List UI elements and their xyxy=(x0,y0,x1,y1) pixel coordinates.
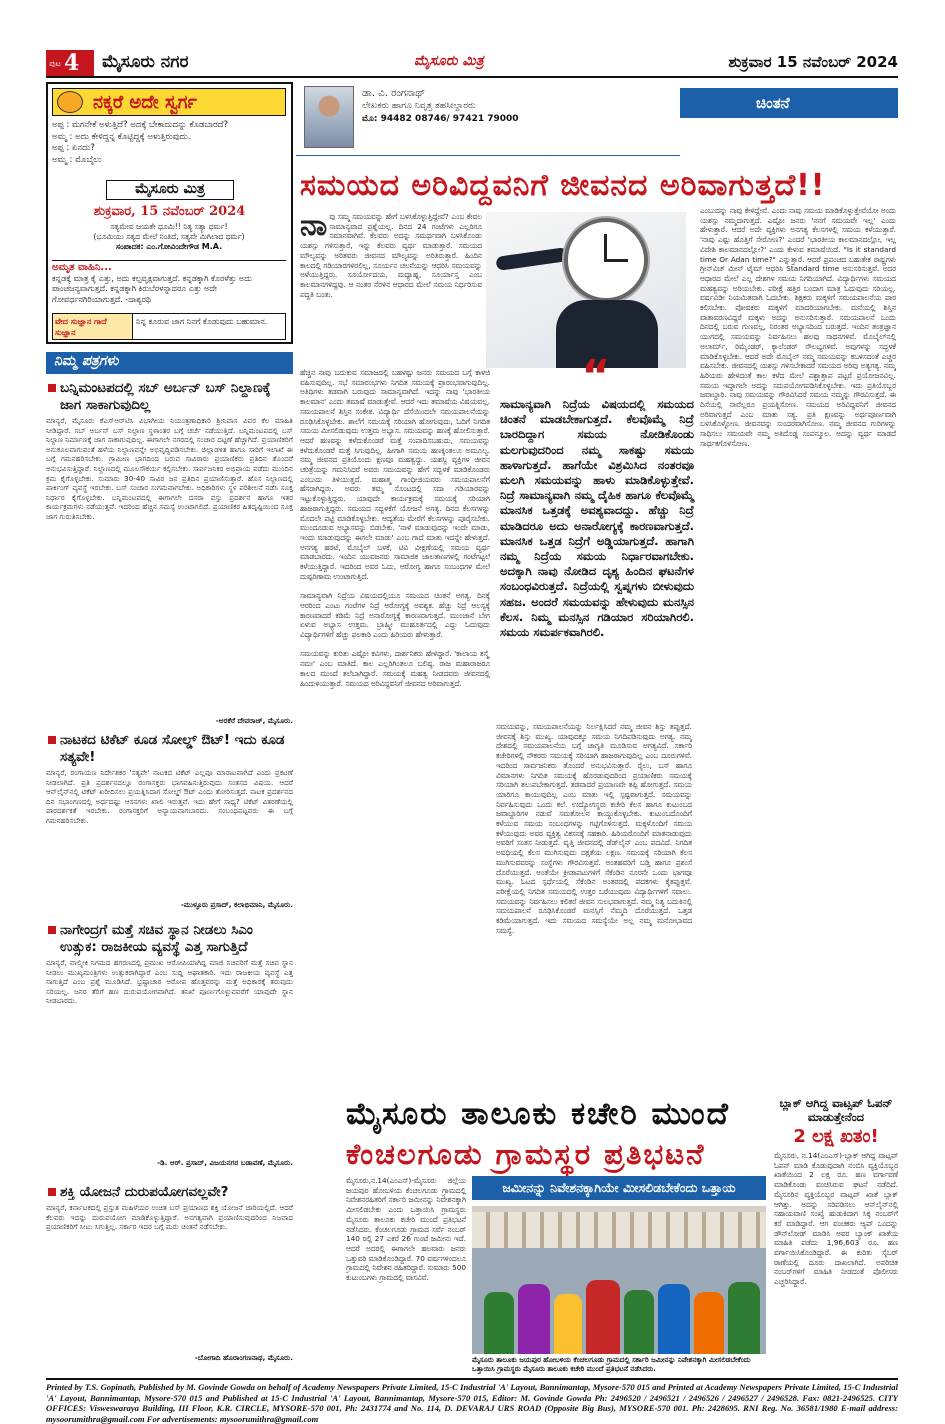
pull-quote-text: ಸಾಮಾನ್ಯವಾಗಿ ನಿದ್ರೆಯ ವಿಷಯದಲ್ಲಿ ಸಮಯದ ಚಿಂತನೆ ಮಾಡಬೇಕಾಗುತ್ತದೆ. ಕೆಲವೊಮ್ಮೆ ನಿದ್ರೆ ಬಾರದಿದ್ದಾಗ ಸಮಯ ನೋಡಿಕೊಂಡು ಮಲಗುವುದರಿಂದ ನಮ್ಮ ಸಾಕಷ್ಟು ಸಮಯ ಹಾಳಾಗುತ್ತದೆ. ಹಾಗೆಯೇ ವಿಶ್ರಮಿಸಿದ ನಂತರವೂ ಮಲಗಿ ಸಮಯವನ್ನು ಹಾಳು ಮಾಡಿಕೊಳ್ಳುತ್ತೇವೆ. ನಿದ್ರೆ ಸಾಮಾನ್ಯವಾಗಿ ನಮ್ಮ ದೈಹಿಕ ಹಾಗೂ ಕೆಲವೊಮ್ಮೆ ಮಾನಸಿಕ ಒತ್ತಡಕ್ಕೆ ಅವಶ್ಯವಾದದ್ದು. ಹೆಚ್ಚು ನಿದ್ರೆ ಮಾಡಿದರೂ ಅದು ಅನಾರೋಗ್ಯಕ್ಕೆ ಕಾರಣವಾಗುತ್ತದೆ. ಮಾನಸಿಕ ಒತ್ತಡ ನಿದ್ರೆಗೆ ಅಡ್ಡಿಯಾಗುತ್ತದೆ. ಹಾಗಾಗಿ ನಮ್ಮ ನಿದ್ರೆಯ ಸಮಯ ನಿರ್ಧಾರವಾಗಬೇಕು. ಅದಕ್ಕಾಗಿ ನಾವು ನೋಡಿದ ದೃಶ್ಯ ಹಿಂದಿನ ಘಟನೆಗಳ ಸಂಬಂಧವಿರುತ್ತದೆ. ನಿದ್ರೆಯಲ್ಲಿ ಸ್ವಪ್ನಗಳು ಬೀಳುವುದು ಸಹಜ. ಅಂದರೆ ಸಮಯವನ್ನು ಹೇಳುವುದು ಮನಸ್ಸಿನ ಕೆಲಸ. ನಿಮ್ಮ ಮನಸ್ಸಿನ ಗಡಿಯಾರ ಸರಿಯಾಗಿರಲಿ. ಸಮಯ ಸಮರ್ಪಕವಾಗಿರಲಿ. xyxy=(500,397,694,640)
protester xyxy=(586,1280,620,1354)
letter-body: ಮಾನ್ಯರೆ, ಕರ್ನಾಟಕದಲ್ಲಿ ಪ್ರಸ್ತುತ ಮಹಿಳೆಯರ ಉಚಿತ ಬಸ್ ಪ್ರಯಾಣದ ಶಕ್ತಿ ಯೋಜನೆ ಜಾರಿಯಲ್ಲಿದೆ. ಆದರೆ ಕೆಲವರು ಇದನ್ನು ದುರುಪಯೋಗ ಮಾಡಿಕೊಳ್ಳುತ್ತಿದ್ದಾರೆ. ಅನಗತ್ಯವಾಗಿ ಪ್ರಯಾಣಿಸುವುದರಿಂದ ನಿಜವಾದ ಪ್ರಯಾಣಿಕರಿಗೆ ಸೀಟು ಸಿಗುತ್ತಿಲ್ಲ. ಸರ್ಕಾರ ಇದರ ಬಗ್ಗೆ ಮರು ಚಿಂತನೆ ನಡೆಸಬೇಕು. xyxy=(46,1203,293,1232)
motto xyxy=(52,222,286,252)
letter-2 xyxy=(46,732,293,910)
page-number-box xyxy=(46,50,94,76)
protester xyxy=(518,1284,550,1354)
clock-photo xyxy=(486,212,686,368)
joke-line: ಅಮ್ಮ : ಮೊಬೈಲು xyxy=(52,154,102,165)
article-text: ಸಾಮಾನ್ಯವಾಗಿ ನಿದ್ರೆಯ ವಿಷಯದಲ್ಲಿಯೂ ಸಮಯದ ಚಿಂತನೆ ಅಗತ್ಯ. ದಿನಕ್ಕೆ ಆರರಿಂದ ಎಂಟು ಗಂಟೆಗಳ ನಿದ್ರೆ ಆರೋಗ್ಯಕ್ಕೆ ಅವಶ್ಯಕ. ಹೆಚ್ಚು ನಿದ್ರೆ ಆಲಸ್ಯಕ್ಕೆ ಕಾರಣವಾದರೆ ಕಡಿಮೆ ನಿದ್ರೆ ಅನಾರೋಗ್ಯಕ್ಕೆ ಕಾರಣವಾಗುತ್ತದೆ. ಮುಂಜಾನೆ ಬೇಗ ಏಳುವ ಅಭ್ಯಾಸ ಉತ್ತಮ. ಬ್ರಾಹ್ಮೀ ಮುಹೂರ್ತದಲ್ಲಿ ಎದ್ದು ಓದುವುದು ವಿದ್ಯಾರ್ಥಿಗಳಿಗೆ ಹೆಚ್ಚು ಫಲಕಾರಿ ಎಂದು ಹಿರಿಯರು ಹೇಳುತ್ತಾರೆ. xyxy=(300,591,490,639)
whatsapp-body: ಮೈಸೂರು, ನ.14(ಎಂಎಸ್)-ಬ್ಲಾಕ್ ಆಗಿದ್ದ ವಾಟ್ಸಪ್ ಓಪನ್ ಮಾಡಿ ಕೊಡುವುದಾಗಿ ನಂಬಿಸಿ ವ್ಯಕ್ತಿಯೊಬ್ಬರ ಖಾತೆಯಿಂದ 2 ಲಕ್ಷ ರೂ. ಹಣ ವರ್ಗಾವಣೆ ಮಾಡಿಕೊಂಡು ವಂಚಿಸಿರುವ ಘಟನೆ ನಡೆದಿದೆ. ಮೈಸೂರಿನ ವ್ಯಕ್ತಿಯೊಬ್ಬರ ವಾಟ್ಸಪ್ ಖಾತೆ ಬ್ಲಾಕ್ ಆಗಿತ್ತು. ಅದನ್ನು ಸರಿಪಡಿಸಲು ಆನ್‌ಲೈನ್‌ನಲ್ಲಿ ಸಹಾಯವಾಣಿ ಸಂಖ್ಯೆ ಹುಡುಕಿದಾಗ ಸಿಕ್ಕ ನಂಬರ್‌ಗೆ ಕರೆ ಮಾಡಿದ್ದಾರೆ. ಆಗ ವಂಚಕರು ಆ್ಯಪ್ ಒಂದನ್ನು ಡೌನ್‌ಲೋಡ್ ಮಾಡಿಸಿ ಅವರ ಬ್ಯಾಂಕ್ ಖಾತೆಯ ಮಾಹಿತಿ ಪಡೆದು 1,96,603 ರೂ. ಹಣ ವರ್ಗಾಯಿಸಿಕೊಂಡಿದ್ದಾರೆ. ಈ ಕುರಿತು ಸೈಬರ್ ಠಾಣೆಯಲ್ಲಿ ದೂರು ದಾಖಲಾಗಿದೆ. ಅಪರಿಚಿತ ನಂಬರ್‌ಗಳಿಗೆ ಮಾಹಿತಿ ನೀಡದಂತೆ ಪೊಲೀಸರು ಎಚ್ಚರಿಸಿದ್ದಾರೆ. xyxy=(774,1151,898,1287)
protester xyxy=(658,1284,690,1354)
article-text: ವು ಸಮ್ಮ ಸಮಯವನ್ನು ಹೇಗೆ ಬಳಸಿಕೊಳ್ಳುತ್ತಿದ್ದೇವೆ? ಎಂಬ ಕೇವಲ ಸಾಮಾನ್ಯವಾದ ಪ್ರಶ್ನೆಯಲ್ಲ. ದಿನದ 24 ಗಂಟೆಗಳು ಎಲ್ಲರಿಗೂ ಸಮಾನವಾಗಿವೆ. ಕೆಲವರು ಅದನ್ನು ಸಮರ್ಥವಾಗಿ ಬಳಸಿಕೊಂಡು ಯಶಸ್ಸು ಗಳಿಸುತ್ತಾರೆ, ಇನ್ನು ಕೆಲವರು ವ್ಯರ್ಥ ಮಾಡುತ್ತಾರೆ. ಸಮಯದ ಮೌಲ್ಯವನ್ನು ಅರಿತವರು ಜೀವನದ ಮೌಲ್ಯವನ್ನು ಅರಿತಿರುತ್ತಾರೆ. ಹಿಂದಿನ ಕಾಲದಲ್ಲಿ ಗಡಿಯಾರಗಳಿರಲಿಲ್ಲ, ಸೂರ್ಯನ ಚಲನೆಯನ್ನು ಆಧರಿಸಿ ಸಮಯವನ್ನು ಅಳೆಯುತ್ತಿದ್ದರು. ಸೂರ್ಯೋದಯ, ಮಧ್ಯಾಹ್ನ, ಸೂರ್ಯಾಸ್ತ ಎಂಬ ಕಾಲಮಾನಗಳಿದ್ದವು. ಆ ನಂತರ ನೆರಳಿನ ಆಧಾರದ ಮೇಲೆ ಸಮಯ ನಿರ್ಧರಿಸುವ ಪದ್ಧತಿ ಬಂತು. xyxy=(300,212,482,299)
nakkare-title: ನಕ್ಕರೆ ಅದೇ ಸ್ವರ್ಗ xyxy=(93,91,197,113)
pull-quote xyxy=(496,351,696,717)
protester xyxy=(484,1292,514,1354)
author-photo xyxy=(304,86,354,148)
amrutha-vahini xyxy=(52,260,286,305)
article-headline: ಸಮಯದ ಅರಿವಿದ್ದವನಿಗೆ ಜೀವನದ ಅರಿವಾಗುತ್ತದೆ!! xyxy=(300,168,826,203)
taluk-headline-line1: ಮೈಸೂರು ತಾಲೂಕು ಕಚೇರಿ ಮುಂದೆ xyxy=(346,1096,730,1132)
letter-signature: -ಡಿ. ಆರ್. ಪ್ರಸಾದ್, ವಿಜಯನಗರ ಬಡಾವಣೆ, ಮೈಸೂರು. xyxy=(157,1158,293,1167)
whatsapp-headline: ಬ್ಲಾಕ್ ಆಗಿದ್ದ ವಾಟ್ಸಪ್ ಓಪನ್ ಮಾಡುತ್ತೇನೆಂದ xyxy=(779,1096,893,1124)
whatsapp-story xyxy=(774,1096,898,1377)
letter-body: ಮಾನ್ಯರೆ, ವಾಲ್ಮೀಕಿ ನಿಗಮದ ಹಗರಣದಲ್ಲಿ ಪ್ರಮುಖ ಆರೋಪಿಯಾಗಿದ್ದ ಮಾಜಿ ಸಚಿವರಿಗೆ ಮತ್ತೆ ಸಚಿವ ಸ್ಥಾನ ನೀಡಲು ಮುಖ್ಯಮಂತ್ರಿಗಳು ಉತ್ಸುಕರಾಗಿದ್ದಾರೆ ಎಂಬ ಸುದ್ದಿ ಆಘಾತಕಾರಿ. ಇದು ರಾಜಕೀಯ ವ್ಯವಸ್ಥೆ ಎತ್ತ ಸಾಗುತ್ತಿದೆ ಎಂಬ ಪ್ರಶ್ನೆ ಮೂಡಿಸಿದೆ. ಭ್ರಷ್ಟಾಚಾರ ಆರೋಪ ಹೊತ್ತವರನ್ನು ಮತ್ತೆ ಅಧಿಕಾರಕ್ಕೆ ತರುವುದು ಸರಿಯಲ್ಲ. ಜನರ ತೆರಿಗೆ ಹಣ ದುರುಪಯೋಗವಾಗಿದೆ. ತನಿಖೆ ಪೂರ್ಣಗೊಳ್ಳುವವರೆಗೆ ಯಾವುದೇ ಸ್ಥಾನ ನೀಡಬಾರದು. xyxy=(46,958,293,1006)
clock-hand xyxy=(604,234,607,262)
clock-hand xyxy=(606,259,628,262)
article-text: ಸಮಯವನ್ನು, ಸಮಯಪಾಲನೆಯನ್ನು ನಿರ್ಲಕ್ಷಿಸಿದರೆ ನಮ್ಮ ಜೀವನ ಶಿಸ್ತು ತಪ್ಪುತ್ತದೆ. ಜೀವನಕ್ಕೆ ಶಿಸ್ತು ಮುಖ್ಯ. ಯಾವುದಕ್ಕೂ ಸಮಯ ನಿಗದಿಪಡಿಸುವುದು ಅಗತ್ಯ. ನಮ್ಮ ದೇಶದಲ್ಲಿ ಸಮಯಪಾಲನೆಯ ಬಗ್ಗೆ ಜಾಗೃತಿ ಮೂಡಿಸುವ ಅಗತ್ಯವಿದೆ. ಸರ್ಕಾರಿ ಕಚೇರಿಗಳಲ್ಲಿ ನೌಕರರು ಸಮಯಕ್ಕೆ ಸರಿಯಾಗಿ ಹಾಜರಾಗುವುದಿಲ್ಲ ಎಂಬ ದೂರುಗಳಿವೆ. ಇದರಿಂದ ಸಾರ್ವಜನಿಕರು ತೊಂದರೆ ಅನುಭವಿಸುತ್ತಾರೆ. ರೈಲು, ಬಸ್ ಹಾಗೂ ವಿಮಾನಗಳು ನಿಗದಿತ ಸಮಯಕ್ಕೆ ಹೊರಡುವುದರಿಂದ ಪ್ರಯಾಣಿಕರು ಸಮಯಕ್ಕೆ ಸರಿಯಾಗಿ ತಲುಪಬೇಕಾಗುತ್ತದೆ. ತಡವಾದರೆ ಪ್ರಯಾಣವೇ ತಪ್ಪಿ ಹೋಗುತ್ತದೆ. ಸಮಯ ಯಾರಿಗೂ ಕಾಯುವುದಿಲ್ಲ ಎಂಬ ಮಾತು ಇಲ್ಲಿ ಸ್ಪಷ್ಟವಾಗುತ್ತದೆ. ಸಮಯವನ್ನು ನಿರ್ವಹಿಸುವುದು ಒಂದು ಕಲೆ. ಉದ್ಯೋಗಸ್ಥರು ಕಚೇರಿ ಕೆಲಸ ಹಾಗೂ ಕುಟುಂಬದ ಜವಾಬ್ದಾರಿಗಳ ನಡುವೆ ಸಮತೋಲನ ಕಾಯ್ದುಕೊಳ್ಳಬೇಕು. ಕುಟುಂಬದೊಂದಿಗೆ ಕಳೆಯುವ ಸಮಯ ಸಂಬಂಧಗಳನ್ನು ಗಟ್ಟಿಗೊಳಿಸುತ್ತದೆ. ಮಕ್ಕಳೊಂದಿಗೆ ಸಮಯ ಕಳೆಯುವುದು ಅವರ ವ್ಯಕ್ತಿತ್ವ ವಿಕಸನಕ್ಕೆ ಸಹಕಾರಿ. ಹಿರಿಯರೊಂದಿಗೆ ಮಾತನಾಡುವುದು ಅವರಿಗೆ ಸಂತಸ ನೀಡುತ್ತದೆ. ವೃತ್ತಿ ಜೀವನದಲ್ಲಿ ಡೆಡ್‌ಲೈನ್ ಎಂಬ ಪದವಿದೆ. ನಿಗದಿತ ಅವಧಿಯಲ್ಲಿ ಕೆಲಸ ಮುಗಿಸುವುದು ದಕ್ಷತೆಯ ಲಕ್ಷಣ. ಸಮಯಕ್ಕೆ ಸರಿಯಾಗಿ ಕೆಲಸ ಮುಗಿಸುವವರನ್ನು ಸಂಸ್ಥೆಗಳು ಗೌರವಿಸುತ್ತವೆ. ಅಂತಹವರಿಗೆ ಬಡ್ತಿ ಹಾಗೂ ಪ್ರಶಂಸೆ ದೊರೆಯುತ್ತದೆ. ಅಂತೆಯೇ ಕ್ರೀಡಾಪಟುಗಳಿಗೆ ಸೆಕೆಂಡಿನ ನೂರನೇ ಒಂದು ಭಾಗವೂ ಮುಖ್ಯ. ಓಟದ ಸ್ಪರ್ಧೆಯಲ್ಲಿ ಸೆಕೆಂಡಿನ ಅಂತರದಲ್ಲಿ ಪದಕಗಳು ಕೈತಪ್ಪುತ್ತವೆ. ಪರೀಕ್ಷೆಯಲ್ಲಿ ನಿಗದಿತ ಸಮಯದಲ್ಲಿ ಉತ್ತರ ಬರೆಯುವುದು ವಿದ್ಯಾರ್ಥಿಗಳಿಗೆ ಸವಾಲು. ಸಮಯವನ್ನು ನಿರ್ವಹಿಸಲು ಕಲಿತರೆ ಜೀವನ ಸುಲಭವಾಗುತ್ತದೆ. ನಮ್ಮ ನಿತ್ಯ ಬದುಕಿನಲ್ಲಿ ಸಮಯಪಾಲನೆ ರೂಢಿಸಿಕೊಂಡರೆ ಮನಸ್ಸಿಗೆ ನೆಮ್ಮದಿ ದೊರೆಯುತ್ತದೆ. ಒತ್ತಡ ಕಡಿಮೆಯಾಗುತ್ತದೆ. ಇದು ಸಮಯದ ಸಮಸ್ಯೆಯೇ ಅಲ್ಲ ನಮ್ಮ ಮನೋಭಾವದ ಸಮಸ್ಯೆ. xyxy=(496,722,692,935)
letter-1 xyxy=(46,380,293,726)
letter-4 xyxy=(46,1184,293,1363)
author-box xyxy=(296,82,680,156)
letter-body: ಮಾನ್ಯರೆ, ಮೈಸೂರು ಕೆಎಸ್‌ಆರ್‌ಟಿಸಿ ವಿಭಾಗೀಯ ನಿಯಂತ್ರಣಾಧಿಕಾರಿ ಶ್ರೀನಿವಾಸ ವಿವರ ಕೆಲ ಮಾಹಿತಿ ನೀಡಿದ್ದಾರೆ. ಸಬ್ ಅರ್ಬನ್ ಬಸ್ ನಿಲ್ದಾಣ ಸ್ಥಳಾಂತರ ಬಗ್ಗೆ ಚರ್ಚೆ ನಡೆಯುತ್ತಿದೆ. ಬನ್ನಿಮಂಟಪದಲ್ಲಿ ಬಸ್ ನಿಲ್ದಾಣ ನಿರ್ಮಾಣಕ್ಕೆ ಜಾಗ ಸಾಕಾಗುವುದಿಲ್ಲ. ಈಗಾಗಲೇ ನಗರದಲ್ಲಿ ಸಂಚಾರ ದಟ್ಟಣೆ ಹೆಚ್ಚಾಗಿದೆ. ಪ್ರಯಾಣಿಕರಿಗೆ ಅನುಕೂಲವಾಗುವಂತೆ ಹಳೆಯ ನಿಲ್ದಾಣವನ್ನೇ ಅಭಿವೃದ್ಧಿಪಡಿಸಬೇಕು. ಜಿಲ್ಲಾಡಳಿತ ಹಾಗೂ ಸಾರಿಗೆ ಇಲಾಖೆ ಈ ಬಗ್ಗೆ ಗಮನಹರಿಸಬೇಕು. ಗ್ರಾಮೀಣ ಭಾಗದಿಂದ ಬರುವ ಸಾವಿರಾರು ಪ್ರಯಾಣಿಕರು ಪ್ರತಿದಿನ ತೊಂದರೆ ಅನುಭವಿಸುತ್ತಿದ್ದಾರೆ. ನಿಲ್ದಾಣದಲ್ಲಿ ಮೂಲಸೌಕರ್ಯ ಕಲ್ಪಿಸಬೇಕು. ಸಾರ್ವಜನಿಕರ ಅಭಿಪ್ರಾಯ ಪಡೆದು ಮುಂದಿನ ಕ್ರಮ ಕೈಗೊಳ್ಳಬೇಕು. ಸುಮಾರು 30-40 ಸಾವಿರ ಜನ ಪ್ರತಿದಿನ ಪ್ರಯಾಣಿಸುತ್ತಾರೆ. ಹೊಸ ನಿಲ್ದಾಣದಲ್ಲಿ ಪಾರ್ಕಿಂಗ್ ವ್ಯವಸ್ಥೆ ಇರಬೇಕು. ಬಸ್ ಸಂಚಾರ ಸುಗಮವಾಗಬೇಕು. ಅಧಿಕಾರಿಗಳು ಸ್ಥಳ ಪರಿಶೀಲನೆ ನಡೆಸಿ ಸೂಕ್ತ ನಿರ್ಧಾರ ಕೈಗೊಳ್ಳಬೇಕು. ಬನ್ನಿಮಂಟಪದಲ್ಲಿ ಈಗಾಗಲೇ ದಸರಾ ವಸ್ತು ಪ್ರದರ್ಶನ ಹಾಗೂ ಇತರ ಕಾರ್ಯಕ್ರಮಗಳು ನಡೆಯುತ್ತವೆ. ಇದರಿಂದ ಹೆಚ್ಚಿನ ಸಮಸ್ಯೆ ಉಂಟಾಗಲಿದೆ. ಪ್ರಯಾಣಿಕರ ಹಿತದೃಷ್ಟಿಯಿಂದ ಸೂಕ್ತ ಜಾಗ ಗುರುತಿಸಬೇಕು. xyxy=(46,416,293,521)
motto-line: (ಭೂಮಿಯು ಸತ್ಯದ ಮೇಲೆ ನಿಂತಿದೆ, ಸತ್ಯವೇ ಮಿಗಿಲಾದ ಧರ್ಮ) xyxy=(93,232,245,241)
joke-lines xyxy=(52,120,286,166)
taluk-headline-line2: ಕೆಂಚಲಗೂಡು ಗ್ರಾಮಸ್ಥರ ಪ್ರತಿಭಟನೆ xyxy=(346,1137,706,1171)
letter-headline: ಶಕ್ತಿ ಯೋಜನೆ ದುರುಪಯೋಗವಲ್ಲವೇ? xyxy=(46,1184,293,1201)
veda-title: ವೇದ ಸುಜ್ಞಾನ ಗಾದೆ ಸುಜ್ಞಾನ xyxy=(53,314,133,339)
motto-line: ಸತ್ಯಮೇವ ಜಯತೇ ಧೂಮಿ!! ನಿತ್ಯ ಸತ್ಯಾ ಧರ್ಮ! xyxy=(110,222,228,231)
section-tag: ಚಿಂತನೆ xyxy=(680,88,898,118)
letters-section-header xyxy=(46,352,293,374)
newspaper-brand: ಮೈಸೂರು ಮಿತ್ರ xyxy=(414,53,484,69)
letter-signature: -ಅರಕೆರೆ ದೇವರಾಜ್, ಮೈಸೂರು. xyxy=(215,716,293,725)
page-label: ಪುಟ xyxy=(49,58,61,68)
letter-signature: -ಬೋಗಾದಿ ಹೊರಾಂಗಣನಾಥ, ಮೈಸೂರು. xyxy=(194,1353,293,1362)
photo-caption: ಮೈಸೂರು ತಾಲೂಕು ಜಯಪುರ ಹೋಬಳಿಯ ಕೆಂಚಲಗೂಡು ಗ್ರಾಮದಲ್ಲಿ ಸರ್ಕಾರಿ ಜಮೀನನ್ನು ನಿವೇಶನಕ್ಕಾಗಿ ಮೀಸಲಿಡಬೇಕೆಂದು ಒತ್ತಾಯಿಸಿ ಗ್ರಾಮಸ್ಥರು ಮೈಸೂರು ತಾಲೂಕು ಕಚೇರಿ ಮುಂದೆ ಪ್ರತಿಭಟನೆ ನಡೆಸಿದರು. xyxy=(472,1356,751,1373)
joke-line: ಅಪ್ಪ : ಮಗನೇಕೆ ಅಳುತ್ತಿದೆ? ಅದಕ್ಕೆ ಬೇಕಾದುದನ್ನು ಕೊಡಬಾರದೆ? xyxy=(52,120,229,130)
imprint-footer: Printed by T.S. Gopinath, Published by M. Govinde Gowda on behalf of Academy Newspapers Private Limited, 15-C Industrial 'A' Layout, Bannimantap, Mysore-570 015 and Printed at Academy Newspapers Private Limited, 15-C Industrial 'A' Layout, Bannimantap, Mysore-570 015 and Published at 15-C Industrial 'A' Layout, Bannimantap, Mysore-570 015, Editor: M. Govinde Gowda Ph: 2496520 / 2496521 / 2496526 / 2496527 / 2496528. Fax: 0821-2496525. CITY OFFICES: Visweswaraya Building, III Floor, K.R. CIRCLE, MYSORE-570 001, Ph: 2431774 and No. 114, D. DEVARAJ URS ROAD (Opposite Big Bus), MYSORE-570 001. Ph: 2428695. RNI Reg. No. 36581/1980 E-mail address: mysoorumithra@gmail.com For advertisements: mysoorumithra@gmail.com xyxy=(46,1378,898,1424)
article-text: ಹೆಚ್ಚಿನ ನಾವು ಬದುಕುವ ಸಮಾಜದಲ್ಲಿ ಬಹಳಷ್ಟು ಜನರು ಸಮಯದ ಬಗ್ಗೆ ಕಾಳಜಿ ವಹಿಸುವುದಿಲ್ಲ. ಸಭೆ ಸಮಾರಂಭಗಳು ನಿಗದಿತ ಸಮಯಕ್ಕೆ ಪ್ರಾರಂಭವಾಗುವುದಿಲ್ಲ. ಅತಿಥಿಗಳು ತಡವಾಗಿ ಬರುವುದು ಸಾಮಾನ್ಯವಾಗಿದೆ. ಇದನ್ನು ನಾವು 'ಭಾರತೀಯ ಕಾಲಮಾನ' ಎಂದು ತಮಾಷೆ ಮಾಡುತ್ತೇವೆ. ಆದರೆ ಇದು ತಮಾಷೆಯ ವಿಷಯವಲ್ಲ. ಸಮಯಪಾಲನೆ ಶಿಸ್ತಿನ ಸಂಕೇತ. ವಿದ್ಯಾರ್ಥಿ ದೆಸೆಯಿಂದಲೇ ಸಮಯಪಾಲನೆಯನ್ನು ರೂಢಿಸಿಕೊಳ್ಳಬೇಕು. ಶಾಲೆಗೆ ಸಮಯಕ್ಕೆ ಸರಿಯಾಗಿ ಹೋಗುವುದು, ಓದಿಗೆ ನಿಗದಿತ ಸಮಯ ಮೀಸಲಿಡುವುದು ಉತ್ತಮ ಅಭ್ಯಾಸ. ಸಮಯವನ್ನು ಹಣಕ್ಕೆ ಹೋಲಿಸುತ್ತಾರೆ. ಆದರೆ ಹಣವನ್ನು ಕಳೆದುಕೊಂಡರೆ ಮತ್ತೆ ಸಂಪಾದಿಸಬಹುದು, ಸಮಯವನ್ನು ಕಳೆದುಕೊಂಡರೆ ಮತ್ತೆ ಸಿಗುವುದಿಲ್ಲ. ಹೀಗಾಗಿ ಸಮಯ ಹಣಕ್ಕಿಂತಲೂ ಅಮೂಲ್ಯ. ನಮ್ಮ ಜೀವನದ ಪ್ರತಿಯೊಂದು ಕ್ಷಣವೂ ಮಹತ್ವದ್ದು. ಯಶಸ್ವಿ ವ್ಯಕ್ತಿಗಳ ಜೀವನ ಚರಿತ್ರೆಯನ್ನು ಗಮನಿಸಿದರೆ ಅವರು ಸಮಯವನ್ನು ಹೇಗೆ ಸದ್ಬಳಕೆ ಮಾಡಿಕೊಂಡರು ಎಂಬುದು ತಿಳಿಯುತ್ತದೆ. ಮಹಾತ್ಮ ಗಾಂಧೀಜಿಯವರು ಸಮಯಪಾಲನೆಗೆ ಹೆಸರಾಗಿದ್ದರು. ಅವರು ತಮ್ಮ ಸೊಂಟದಲ್ಲಿ ಸದಾ ಗಡಿಯಾರವನ್ನು ಇಟ್ಟುಕೊಳ್ಳುತ್ತಿದ್ದರು. ಯಾವುದೇ ಕಾರ್ಯಕ್ರಮಕ್ಕೆ ಸಮಯಕ್ಕೆ ಸರಿಯಾಗಿ ಹಾಜರಾಗುತ್ತಿದ್ದರು. ಸಮಯದ ಸದ್ಬಳಕೆಗೆ ಯೋಜನೆ ಅಗತ್ಯ. ದಿನದ ಕೆಲಸಗಳನ್ನು ಮೊದಲೇ ಪಟ್ಟಿ ಮಾಡಿಕೊಳ್ಳಬೇಕು. ಆದ್ಯತೆಯ ಮೇರೆಗೆ ಕೆಲಸಗಳನ್ನು ಪೂರೈಸಬೇಕು. ಮುಂದೂಡುವ ಅಭ್ಯಾಸವನ್ನು ಬಿಡಬೇಕು. 'ನಾಳೆ ಮಾಡುವುದನ್ನು ಇಂದೇ ಮಾಡು, ಇಂದು ಮಾಡುವುದನ್ನು ಈಗಲೇ ಮಾಡು' ಎಂಬ ಗಾದೆ ಮಾತು ಇದನ್ನೇ ಹೇಳುತ್ತದೆ. ಅನಗತ್ಯ ಹರಟೆ, ಮೊಬೈಲ್ ಬಳಕೆ, ಟಿವಿ ವೀಕ್ಷಣೆಯಲ್ಲಿ ಸಮಯ ವ್ಯರ್ಥ ಮಾಡಬಾರದು. ಇಂದಿನ ಯುವಜನರು ಸಾಮಾಜಿಕ ಜಾಲತಾಣಗಳಲ್ಲಿ ಗಂಟೆಗಟ್ಟಲೆ ಕಳೆಯುತ್ತಿದ್ದಾರೆ. ಇದರಿಂದ ಅವರ ಓದು, ಆರೋಗ್ಯ ಹಾಗೂ ಸಂಬಂಧಗಳ ಮೇಲೆ ದುಷ್ಪರಿಣಾಮ ಉಂಟಾಗುತ್ತಿದೆ. xyxy=(300,368,490,581)
nakkare-box xyxy=(46,82,293,344)
section-name: ಮೈಸೂರು ನಗರ xyxy=(102,52,189,72)
joke-line: ಅಪ್ಪ : ಏನದು? xyxy=(52,143,95,153)
taluk-subdeck: ಜಮೀನನ್ನು ನಿವೇಶನಕ್ಕಾಗಿಯೇ ಮೀಸಲಿಡಬೇಕೆಂದು ಒತ್ತಾಯ xyxy=(472,1176,766,1200)
drop-cap: ನಾ xyxy=(300,212,328,243)
taluk-text: ಮೈಸೂರು,ನ.14(ಎಂಎಸ್)-ಮೈಸೂರು ಜಿಲ್ಲೆಯ ಜಯಪುರ ಹೋಬಳಿಯ ಕೆಂಚಲಗೂಡು ಗ್ರಾಮದಲ್ಲಿ ನಿವೇಶನರಹಿತರಿಗೆ ಸರ್ಕಾರಿ ಜಮೀನನ್ನು ನಿವೇಶನಕ್ಕಾಗಿ ಮೀಸಲಿಡಬೇಕು ಎಂದು ಒತ್ತಾಯಿಸಿ ಗ್ರಾಮಸ್ಥರು ಮೈಸೂರು ತಾಲೂಕು ಕಚೇರಿ ಮುಂದೆ ಪ್ರತಿಭಟನೆ ನಡೆಸಿದರು. ಕೆಂಚಲಗೂಡು ಗ್ರಾಮದ ಸರ್ವೆ ನಂಬರ್ 140 ರಲ್ಲಿ 27 ಎಕರೆ 26 ಗುಂಟೆ ಜಮೀನು ಇದೆ. ಆದರೆ ಅದರಲ್ಲಿ ಈಗಾಗಲೇ ಹಲವಾರು ಜನರು ಒತ್ತುವರಿ ಮಾಡಿಕೊಂಡಿದ್ದಾರೆ. 70 ವರ್ಷಗಳಿಂದಲೂ ಗ್ರಾಮದಲ್ಲಿ ನಿವೇಶನ ರಹಿತರಿದ್ದಾರೆ. ಸುಮಾರು 500 ಕುಟುಂಬಗಳು ಗ್ರಾಮದಲ್ಲಿ ವಾಸವಿವೆ. xyxy=(346,1176,466,1283)
author-name: ಡಾ. ವಿ. ರಂಗನಾಥ್ xyxy=(362,88,425,99)
letter-headline: ಬನ್ನಿಮಂಟಪದಲ್ಲಿ ಸಬ್ ಅರ್ಬನ್ ಬಸ್ ನಿಲ್ದಾಣಕ್ಕೆ ಜಾಗ ಸಾಕಾಗುವುದಿಲ್ಲ xyxy=(46,380,293,414)
laughing-face-icon xyxy=(57,91,83,113)
page-date: ಶುಕ್ರವಾರ 15 ನವೆಂಬರ್ 2024 xyxy=(728,53,898,71)
edition-date: ಶುಕ್ರವಾರ, 15 ನವೆಂಬರ್ 2024 xyxy=(93,204,246,219)
whatsapp-amount: 2 ಲಕ್ಷ ಖತಂ! xyxy=(793,1126,879,1147)
article-column-1a xyxy=(300,212,482,364)
protester xyxy=(728,1282,760,1354)
article-column-3 xyxy=(700,206,896,1172)
article-text: ಸಮಯವನ್ನು ಕುರಿತು ಎಷ್ಟೋ ಕವಿಗಳು, ದಾರ್ಶನಿಕರು ಹೇಳಿದ್ದಾರೆ. 'ಕಾಲಾಯ ತಸ್ಮೈ ನಮಃ' ಎಂಬ ಮಾತಿದೆ. ಕಾಲ ಎಲ್ಲರಿಗಿಂತಲೂ ಬಲಿಷ್ಠ. ರಾಜ ಮಹಾರಾಜರೂ ಕಾಲದ ಮುಂದೆ ತಲೆಬಾಗಿದ್ದಾರೆ. ಸಮಯಕ್ಕೆ ಮಹತ್ವ ನೀಡದವರು ಜೀವನದಲ್ಲಿ ಹಿಂದುಳಿಯುತ್ತಾರೆ. ಸಮಯದ ಅರಿವಿದ್ದವನಿಗೆ ಜೀವನದ ಅರಿವಾಗುತ್ತದೆ. xyxy=(300,649,490,688)
veda-box xyxy=(52,313,286,340)
protest-photo xyxy=(472,1206,766,1354)
protester xyxy=(554,1294,582,1354)
building-columns xyxy=(472,1212,766,1248)
letter-body: ಮಾನ್ಯರೆ, ರಂಗಾಯಣ ನಿರ್ದೇಶಕರ 'ಸತ್ಯವೇ' ನಾಟಕದ ಟಿಕೆಟ್ ಎಲ್ಲವೂ ಮಾರಾಟವಾಗಿದೆ ಎಂದು ಪ್ರಕಟಣೆ ನೀಡಲಾಗಿದೆ. ಪ್ರತಿ ಪ್ರದರ್ಶನದಲ್ಲೂ ರಂಗಾಸಕ್ತರು ಭಾಗವಹಿಸುತ್ತಿರುವುದು ಸಂತಸದ ವಿಷಯ. ಆದರೆ ಆನ್‌ಲೈನ್‌ನಲ್ಲಿ ಟಿಕೆಟ್ ಖರೀದಿಸಲು ಪ್ರಯತ್ನಿಸಿದಾಗ ಸೋಲ್ಡ್ ಔಟ್ ಎಂದು ತೋರಿಸುತ್ತದೆ. ನಾಟಕ ಪ್ರದರ್ಶನದ ದಿನ ಸಭಾಂಗಣದಲ್ಲಿ ಅರ್ಧದಷ್ಟು ಆಸನಗಳು ಖಾಲಿ ಇರುತ್ತವೆ. ಇದು ಹೇಗೆ ಸಾಧ್ಯ? ಟಿಕೆಟ್ ವಿತರಣೆಯಲ್ಲಿ ಪಾರದರ್ಶಕತೆ ಇರಬೇಕು. ರಂಗಾಸಕ್ತರಿಗೆ ಅನ್ಯಾಯವಾಗಬಾರದು. ಸಂಬಂಧಪಟ್ಟವರು ಈ ಬಗ್ಗೆ ಗಮನಹರಿಸಬೇಕು. xyxy=(46,768,293,825)
letter-3 xyxy=(46,922,293,1168)
editor-line: ಸಂಪಾದಕ: ಎಂ.ಗೋವಿಂದೇಗೌಡ M.A. xyxy=(115,242,223,251)
letter-headline: ನಾಗೇಂದ್ರಗೆ ಮತ್ತೆ ಸಚಿವ ಸ್ಥಾನ ನೀಡಲು ಸಿಎಂ ಉತ್ಸುಕ: ರಾಜಕೀಯ ವ್ಯವಸ್ಥೆ ಎತ್ತ ಸಾಗುತ್ತಿದೆ xyxy=(46,922,293,956)
amrutha-title: ಅಮೃತ ವಾಹಿನಿ... xyxy=(52,262,112,273)
left-column xyxy=(46,82,293,1362)
mysooru-mithra-logo: ಮೈಸೂರು ಮಿತ್ರ xyxy=(106,180,234,200)
taluk-headline xyxy=(346,1096,766,1172)
nakkare-title-bar xyxy=(52,88,286,116)
article-column-1b xyxy=(300,368,490,1174)
letters-section-title: ನಿಮ್ಮ ಪತ್ರಗಳು xyxy=(54,353,119,369)
pointing-arm xyxy=(495,247,568,271)
protester xyxy=(694,1292,724,1354)
joke-line: ಅಮ್ಮ : ಅದು ಕೇಳಿದ್ದನ್ನ ಕೊಟ್ಟಿದ್ದಕ್ಕೆ ಅಳುತ್ತಿರುವುದು. xyxy=(52,131,191,142)
letter-headline: ನಾಟಕದ ಟಿಕೆಟ್ ಕೂಡ ಸೋಲ್ಡ್ ಔಟ್! ಇದು ಕೂಡ ಸತ್ಯವೇ! xyxy=(46,732,293,766)
quote-mark-icon: “ xyxy=(581,351,611,402)
page-number: 4 xyxy=(64,50,80,76)
veda-text: ನಿನ್ನ ಕೂರುವ ಜಾಗ ನಿನಗೆ ಕೊಡುವುದು ಬಹುಮಾನ. xyxy=(136,317,268,326)
article-text: ಎಂಬುದನ್ನು ನಾವು ಕೇಳಿದ್ದೇವೆ. ಎಂದು ನಾವು ಸಮಯ ಮಾಡಿಕೊಳ್ಳುತ್ತೇವೆಯೋ ಅಂದು ಯಶಸ್ಸು ನಮ್ಮದಾಗುತ್ತದೆ. ಎಷ್ಟೋ ಜನರು 'ನನಗೆ ಸಮಯವೇ ಇಲ್ಲ' ಎಂದು ಹೇಳುತ್ತಾರೆ. ಆದರೆ ಅದೇ ವ್ಯಕ್ತಿಗಳು ಅನಗತ್ಯ ಕೆಲಸಗಳಲ್ಲಿ ಸಮಯ ಕಳೆಯುತ್ತಾರೆ. 'ನಾವು ಎಷ್ಟು ಹೊತ್ತಿಗೆ ಸೇರೋಣ?' ಎಂದರೆ 'ಭಾರತೀಯ ಕಾಲಮಾನದಲ್ಲೋ, ಇಲ್ಲ ವಿದೇಶಿ ಕಾಲಮಾನದಲ್ಲೋ?' ಎಂದು ಕೇಳುವ ತಮಾಷೆಯಿದೆ. "Is it standard time Or Adan time?" ಎನ್ನುತ್ತಾರೆ. ಆದರೆ ಪ್ರಪಂಚದ ಬಹುತೇಕ ರಾಷ್ಟ್ರಗಳು ಗ್ರೀನ್‌ವಿಚ್ ಮೀನ್ ಟೈಮ್ ಆಧರಿಸಿ Standard time ಅನುಸರಿಸುತ್ತವೆ. ಅದರ ಆಧಾರದ ಮೇಲೆ ಎಲ್ಲ ದೇಶಗಳ ಸಮಯ ನಿಗದಿಯಾಗಿದೆ. ವಿದ್ಯಾರ್ಥಿಗಳು ಸಮಯದ ಮಹತ್ವವನ್ನು ಅರಿಯಬೇಕು. ಪರೀಕ್ಷೆ ಹತ್ತಿರ ಬಂದಾಗ ಮಾತ್ರ ಓದುವುದು ಸರಿಯಲ್ಲ. ವರ್ಷವಿಡೀ ನಿಯಮಿತವಾಗಿ ಓದಬೇಕು. ಶಿಕ್ಷಕರು ಮಕ್ಕಳಿಗೆ ಸಮಯಪಾಲನೆಯ ಪಾಠ ಕಲಿಸಬೇಕು. ಪೋಷಕರು ಮಕ್ಕಳಿಗೆ ಮಾದರಿಯಾಗಬೇಕು. ಮನೆಯಲ್ಲಿ ಶಿಸ್ತಿನ ವಾತಾವರಣವಿದ್ದರೆ ಮಕ್ಕಳು ಅದನ್ನು ಅನುಸರಿಸುತ್ತಾರೆ. ಸಮಯಪಾಲನೆ ಒಂದು ದಿನದಲ್ಲಿ ಬರುವ ಗುಣವಲ್ಲ, ನಿರಂತರ ಅಭ್ಯಾಸದಿಂದ ಬರುತ್ತದೆ. ಇಂದಿನ ತಂತ್ರಜ್ಞಾನ ಯುಗದಲ್ಲಿ ಸಮಯವನ್ನು ನಿರ್ವಹಿಸಲು ಹಲವು ಸಾಧನಗಳಿವೆ. ಮೊಬೈಲ್‌ನಲ್ಲಿ ಅಲಾರ್ಮ್, ರಿಮೈಂಡರ್, ಕ್ಯಾಲೆಂಡರ್ ಸೌಲಭ್ಯಗಳಿವೆ. ಅವುಗಳನ್ನು ಸದ್ಬಳಕೆ ಮಾಡಿಕೊಳ್ಳಬೇಕು. ಆದರೆ ಅದೇ ಮೊಬೈಲ್ ನಮ್ಮ ಸಮಯವನ್ನು ಕಬಳಿಸದಂತೆ ಎಚ್ಚರ ವಹಿಸಬೇಕು. ಜೀವನದಲ್ಲಿ ಯಶಸ್ಸು ಗಳಿಸಬೇಕಾದರೆ ಸಮಯದ ಅರಿವು ಅತ್ಯಗತ್ಯ. ನಮ್ಮ ಹಿರಿಯರು ಹೇಳಿದಂತೆ ಕಾಲ ಕಳೆದ ಮೇಲೆ ಪಶ್ಚಾತ್ತಾಪ ಪಟ್ಟರೆ ಪ್ರಯೋಜನವಿಲ್ಲ. ಸಮಯ ಇದ್ದಾಗಲೇ ಅದನ್ನು ಸದುಪಯೋಗಪಡಿಸಿಕೊಳ್ಳಬೇಕು. ಇದು ಪ್ರತಿಯೊಬ್ಬರ ಜವಾಬ್ದಾರಿ. ನಾವು ಸಮಯವನ್ನು ಗೌರವಿಸಿದರೆ ಸಮಯ ನಮ್ಮನ್ನು ಗೌರವಿಸುತ್ತದೆ. ಈ ದಿಸೆಯಲ್ಲಿ ನಾವೆಲ್ಲರೂ ಪ್ರಯತ್ನಿಸೋಣ. ಸಮಯದ ಅರಿವಿದ್ದವನಿಗೆ ಜೀವನದ ಅರಿವಾಗುತ್ತದೆ ಎಂಬ ಮಾತು ಸತ್ಯ. ಪ್ರತಿ ಕ್ಷಣವನ್ನು ಅರ್ಥಪೂರ್ಣವಾಗಿ ಬಳಸಿಕೊಳ್ಳೋಣ. ಜೀವನವನ್ನು ಸುಂದರವಾಗಿಸೋಣ. ನಮ್ಮ ಜೀವನದ ಗುರಿಗಳನ್ನು ಸಾಧಿಸಲು ಸಮಯವೇ ನಮ್ಮ ಅತಿದೊಡ್ಡ ಸಂಪನ್ಮೂಲ. ಅದನ್ನು ವ್ಯರ್ಥ ಮಾಡದೆ ಸಾರ್ಥಕಗೊಳಿಸೋಣ. xyxy=(700,206,896,448)
protester xyxy=(624,1290,654,1354)
author-phone: ಮೊ: 94482 08746/ 97421 79000 xyxy=(362,114,519,124)
amrutha-text: ಕನ್ನಡಕ್ಕೆ ಮಾತ್ರ ಕೈ ಎತ್ತು, ಅದು ಕಲ್ಪವೃಕ್ಷವಾಗುತ್ತದೆ. ಕನ್ನಡಕ್ಕಾಗಿ ಕೊರಳೆತ್ತು ಅದು ಪಾಂಚಜನ್ಯವಾಗುತ್ತದೆ. ಕನ್ನಡಕ್ಕಾಗಿ ಕಿರುಬೆರಳನ್ನಾದರೂ ಎತ್ತು ಅದೇ ಗೋವರ್ಧನಗಿರಿಯಾಗುತ್ತದೆ. -ದಾಶ್ಯರಥಿ xyxy=(52,273,252,304)
taluk-column-1 xyxy=(346,1176,466,1372)
masthead xyxy=(46,50,898,78)
letter-signature: -ಮುಳ್ಳೂರು ಪ್ರಸಾದ್, ಕಲಾಭಿಮಾನಿ, ಮೈಸೂರು. xyxy=(180,900,293,909)
author-role: ಲೇಖಕರು ಹಾಗೂ ನಿವೃತ್ತ ತಹಸೀಲ್ದಾರರು xyxy=(362,101,476,111)
